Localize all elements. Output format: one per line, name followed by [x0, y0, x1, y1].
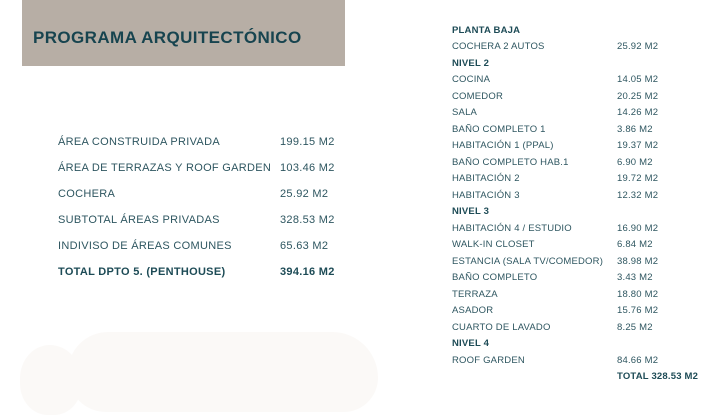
detail-total-row — [452, 369, 712, 386]
detail-value: 6.84 M2 — [617, 239, 653, 251]
detail-row — [452, 237, 712, 254]
detail-row — [452, 171, 712, 188]
section-header-nivel-4 — [452, 336, 712, 353]
detail-label: HABITACIÓN 1 (PPAL) — [452, 140, 554, 152]
page-title: PROGRAMA ARQUITECTÓNICO — [33, 28, 302, 47]
detail-label: BAÑO COMPLETO 1 — [452, 123, 546, 135]
detail-value: 3.86 M2 — [617, 123, 653, 135]
detail-value: 19.72 M2 — [617, 173, 659, 185]
summary-label: SUBTOTAL ÁREAS PRIVADAS — [58, 214, 220, 226]
detail-value: 38.98 M2 — [617, 255, 659, 267]
detail-row — [452, 270, 712, 287]
detail-row — [452, 352, 712, 369]
detail-label: BAÑO COMPLETO — [452, 272, 538, 284]
detail-value: 14.05 M2 — [617, 74, 659, 86]
section-header-nivel-2 — [452, 55, 712, 72]
summary-value: 103.46 M2 — [280, 162, 335, 174]
detail-row — [452, 121, 712, 138]
summary-row — [58, 233, 378, 259]
detail-row — [452, 72, 712, 89]
summary-label: ÁREA DE TERRAZAS Y ROOF GARDEN — [58, 162, 272, 174]
summary-total-row — [58, 259, 378, 285]
detail-row — [452, 187, 712, 204]
detail-row — [452, 286, 712, 303]
summary-value: 65.63 M2 — [280, 240, 329, 252]
summary-value: 25.92 M2 — [280, 188, 329, 200]
detail-row — [452, 319, 712, 336]
section-header-nivel-3 — [452, 204, 712, 221]
summary-label: ÁREA CONSTRUIDA PRIVADA — [58, 136, 220, 148]
detail-label: COMEDOR — [452, 90, 504, 102]
detail-row — [452, 138, 712, 155]
detail-row — [452, 105, 712, 122]
detail-label: COCINA — [452, 74, 491, 86]
detail-row — [452, 253, 712, 270]
section-title: NIVEL 4 — [452, 338, 490, 350]
detail-label: HABITACIÓN 2 — [452, 173, 520, 185]
detail-label: HABITACIÓN 3 — [452, 189, 520, 201]
section-header-planta-baja — [452, 22, 712, 39]
detail-value: 84.66 M2 — [617, 354, 659, 366]
detail-label: ASADOR — [452, 305, 494, 317]
summary-total-value: 394.16 M2 — [280, 266, 335, 278]
summary-value: 328.53 M2 — [280, 214, 335, 226]
detail-value: 12.32 M2 — [617, 189, 659, 201]
summary-table — [58, 129, 378, 285]
summary-row — [58, 181, 378, 207]
detail-value: 6.90 M2 — [617, 156, 653, 168]
detail-label: TERRAZA — [452, 288, 498, 300]
detail-label: ROOF GARDEN — [452, 354, 525, 366]
detail-value: 16.90 M2 — [617, 222, 659, 234]
detail-value: 15.76 M2 — [617, 305, 659, 317]
title-banner — [22, 0, 345, 66]
detail-label: ESTANCIA (SALA TV/COMEDOR) — [452, 255, 604, 267]
summary-total-label: TOTAL DPTO 5. (PENTHOUSE) — [58, 266, 226, 278]
detail-table — [452, 22, 712, 385]
section-title: NIVEL 3 — [452, 206, 490, 218]
detail-label: HABITACIÓN 4 / ESTUDIO — [452, 222, 572, 234]
detail-value: 19.37 M2 — [617, 140, 659, 152]
detail-row — [452, 303, 712, 320]
detail-row — [452, 154, 712, 171]
detail-label: COCHERA 2 AUTOS — [452, 41, 545, 53]
summary-row — [58, 129, 378, 155]
detail-value: 3.43 M2 — [617, 272, 653, 284]
detail-row — [452, 220, 712, 237]
summary-row — [58, 155, 378, 181]
detail-row — [452, 39, 712, 56]
detail-value: 14.26 M2 — [617, 107, 659, 119]
summary-row — [58, 207, 378, 233]
summary-value: 199.15 M2 — [280, 136, 335, 148]
detail-label: CUARTO DE LAVADO — [452, 321, 551, 333]
summary-label: INDIVISO DE ÁREAS COMUNES — [58, 240, 232, 252]
detail-label: BAÑO COMPLETO HAB.1 — [452, 156, 569, 168]
section-title: NIVEL 2 — [452, 57, 490, 69]
detail-value: 8.25 M2 — [617, 321, 653, 333]
summary-label: COCHERA — [58, 188, 116, 200]
detail-row — [452, 88, 712, 105]
detail-total-value: TOTAL 328.53 M2 — [617, 371, 699, 383]
watermark-blob-large — [68, 332, 378, 412]
detail-value: 25.92 M2 — [617, 41, 659, 53]
section-title: PLANTA BAJA — [452, 24, 521, 36]
detail-value: 20.25 M2 — [617, 90, 659, 102]
detail-label: SALA — [452, 107, 478, 119]
detail-label: WALK-IN CLOSET — [452, 239, 535, 251]
detail-value: 18.80 M2 — [617, 288, 659, 300]
